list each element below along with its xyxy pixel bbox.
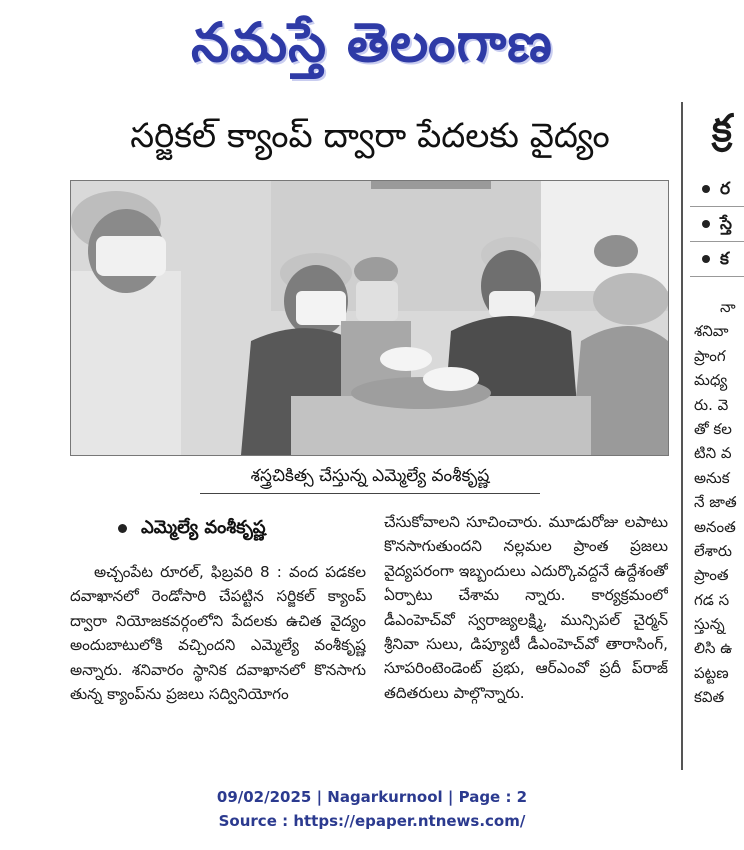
side-bullet-list — [690, 172, 744, 277]
side-line: తో కల — [694, 419, 732, 438]
side-line: టిని వ — [694, 444, 732, 463]
column-divider — [681, 102, 683, 770]
side-line: శనివా — [694, 322, 729, 341]
article-paragraph: అచ్చంపేట రూరల్, ఫిబ్రవరి 8 : వంద పడకల దవాఖానలో రెండోసారి చేపట్టిన సర్జికల్ క్యాంప్ ద్వారా నియోజకవర్గంలోని పేదలకు ఉచిత వైద్యం అందుబాటులోకి వచ్చిందని ఎమ్మెల్యే వంశీకృష్ణ అన్నారు. శనివారం స్థానిక దవాఖానలో కొనసాగు తున్న క్యాంప్‌ను ప్రజలు సద్వినియోగం — [70, 563, 366, 704]
side-article-body — [690, 295, 744, 710]
side-article-headline: క్ర — [712, 106, 732, 150]
side-line: ప్రాంగ — [694, 346, 726, 365]
side-line: పట్టణ — [694, 663, 729, 682]
side-bullet-text: క — [720, 249, 729, 269]
side-line: స్తున్న — [694, 615, 725, 634]
side-line: కవిత — [694, 688, 725, 707]
bullet-icon — [118, 524, 127, 533]
surgery-photo-illustration — [71, 181, 668, 455]
bullet-icon — [702, 255, 710, 263]
byline — [118, 514, 380, 542]
side-bullet — [690, 172, 744, 207]
side-line: గడ స — [694, 590, 730, 609]
side-article — [690, 100, 744, 780]
side-line: మధ్య — [694, 371, 728, 390]
article-photo — [70, 180, 669, 456]
article-body-column-1 — [70, 560, 366, 760]
side-line: అనుక — [694, 468, 730, 487]
side-bullet-text: స్తే — [720, 214, 732, 234]
byline-text: ఎమ్మెల్యే వంశీకృష్ణ — [141, 517, 266, 538]
side-line: నా — [720, 298, 736, 316]
page-footer — [0, 786, 744, 832]
side-line: అనంత — [694, 517, 736, 536]
article-headline: సర్జికల్ క్యాంప్ ద్వారా పేదలకు వైద్యం — [130, 116, 610, 156]
bullet-icon — [702, 220, 710, 228]
side-bullet — [690, 242, 744, 277]
photo-caption: శస్త్రచికిత్స చేస్తున్న ఎమ్మెల్యే వంశీకృష్ణ — [200, 461, 540, 494]
side-line: ప్రాంత — [694, 566, 729, 585]
side-bullet-text: ర — [720, 179, 731, 199]
article-body-column-2 — [384, 510, 668, 760]
side-bullet — [690, 207, 744, 242]
masthead — [0, 0, 744, 84]
footer-source: Source : https://epaper.ntnews.com/ — [218, 812, 526, 830]
newspaper-logo: నమస్తే తెలంగాణ — [191, 10, 553, 74]
side-line: లిసి ఉ — [694, 639, 733, 658]
footer-edition-info: 09/02/2025 | Nagarkurnool | Page : 2 — [216, 788, 528, 806]
side-line: రు. వె — [694, 395, 729, 414]
side-line: నే జాత — [694, 493, 737, 512]
side-line: లేశారు — [694, 541, 732, 560]
bullet-icon — [702, 185, 710, 193]
article-paragraph: చేసుకోవాలని సూచించారు. మూడురోజు లపాటు కొనసాగుతుందని నల్లమల ప్రాంత ప్రజలు వైద్యపరంగా ఇబ్బందులు ఎదుర్కొవద్దనే ఉద్దేశంతో ఏర్పాటు చేశామ న్నారు. కార్యక్రమంలో డీఎంహెచ్‌వో స్వరాజ్యలక్ష్మి, మున్సిపల్ చైర్మన్ శ్రీనివా సులు, డిప్యూటీ డీఎంహెచ్‌వో తారాసింగ్, సూపరింటెండెంట్ ప్రభు, ఆర్‌ఎంవో ప్రదీ ప్‌రాజ్ తదితరులు పాల్గొన్నారు. — [384, 513, 668, 702]
